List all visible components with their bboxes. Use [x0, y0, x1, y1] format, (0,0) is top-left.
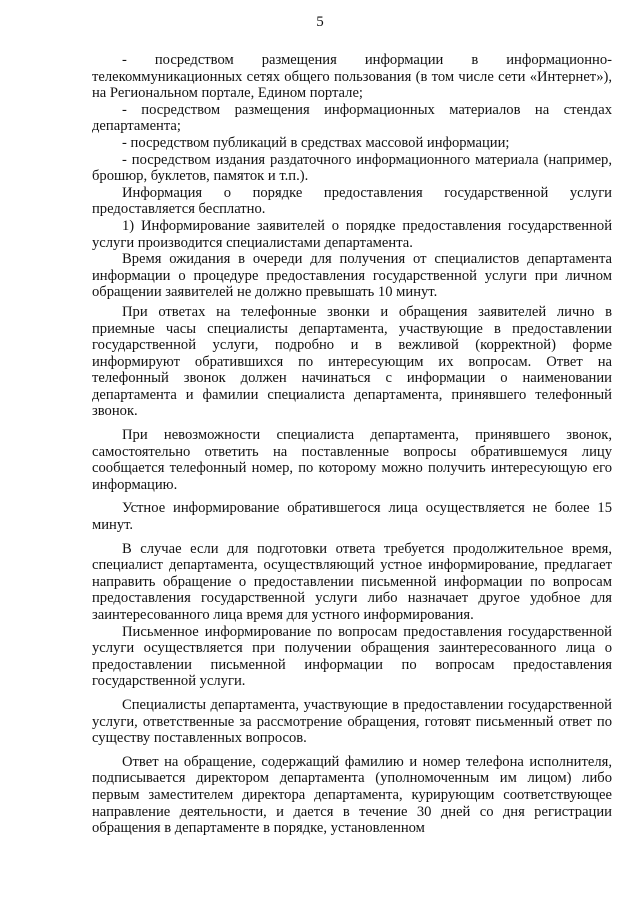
paragraph-6: 1) Информирование заявителей о порядке предоставления государственной услуги производится специалистами департамента. [92, 217, 612, 251]
paragraph-11: В случае если для подготовки ответа требуется продолжительное время, специалист департамента, осуществляющий устное информирование, предлагает направить обращение о предоставлении письменной информации по вопросам предоставления государственной услуги либо назначает другое удобное для заинтересованного лица время для устного информирования. [92, 540, 612, 623]
body-text [92, 52, 612, 837]
paragraph-2: - посредством размещения информационных материалов на стендах департамента; [92, 101, 612, 135]
paragraph-9: При невозможности специалиста департамента, принявшего звонок, самостоятельно ответить на поставленные вопросы обратившемуся лицу сообщается телефонный номер, по которому можно получить интересующую его информацию. [92, 427, 612, 493]
paragraph-5: Информация о порядке предоставления государственной услуги предоставляется бесплатно. [92, 184, 612, 218]
paragraph-10: Устное информирование обратившегося лица осуществляется не более 15 минут. [92, 500, 612, 534]
paragraph-1: - посредством размещения информации в информационно-телекоммуникационных сетях общего пользования (в том числе сети «Интернет»), на Региональном портале, Едином портале; [92, 52, 612, 102]
paragraph-8: При ответах на телефонные звонки и обращения заявителей лично в приемные часы специалисты департамента, участвующие в предоставлении государственной услуги, подробно и в вежливой (корректной) форме информируют обратившихся по интересующим их вопросам. Ответ на телефонный звонок должен начинаться с информации о наименовании департамента и фамилии специалиста департамента, принявшего телефонный звонок. [92, 303, 612, 420]
page-number: 5 [316, 14, 324, 30]
paragraph-13: Специалисты департамента, участвующие в предоставлении государственной услуги, ответственные за рассмотрение обращения, готовят письменный ответ по существу поставленных вопросов. [92, 696, 612, 747]
paragraph-14: Ответ на обращение, содержащий фамилию и номер телефона исполнителя, подписывается директором департамента (уполномоченным им лицом) либо первым заместителем директора департамента, курирующим соответствующее направление деятельности, и дается в течение 30 дней со дня регистрации обращения в департаменте в порядке, установленном [92, 753, 612, 837]
paragraph-7: Время ожидания в очереди для получения от специалистов департамента информации о процедуре предоставления государственной услуги при личном обращении заявителей не должно превышать 10 минут. [92, 251, 612, 301]
paragraph-4: - посредством издания раздаточного информационного материала (например, брошюр, буклетов, памяток и т.п.). [92, 151, 612, 185]
paragraph-12: Письменное информирование по вопросам предоставления государственной услуги осуществляется при получении обращения заинтересованного лица о предоставлении письменной информации по вопросам предоставления государственной услуги. [92, 623, 612, 690]
paragraph-3: - посредством публикаций в средствах массовой информации; [122, 134, 510, 151]
